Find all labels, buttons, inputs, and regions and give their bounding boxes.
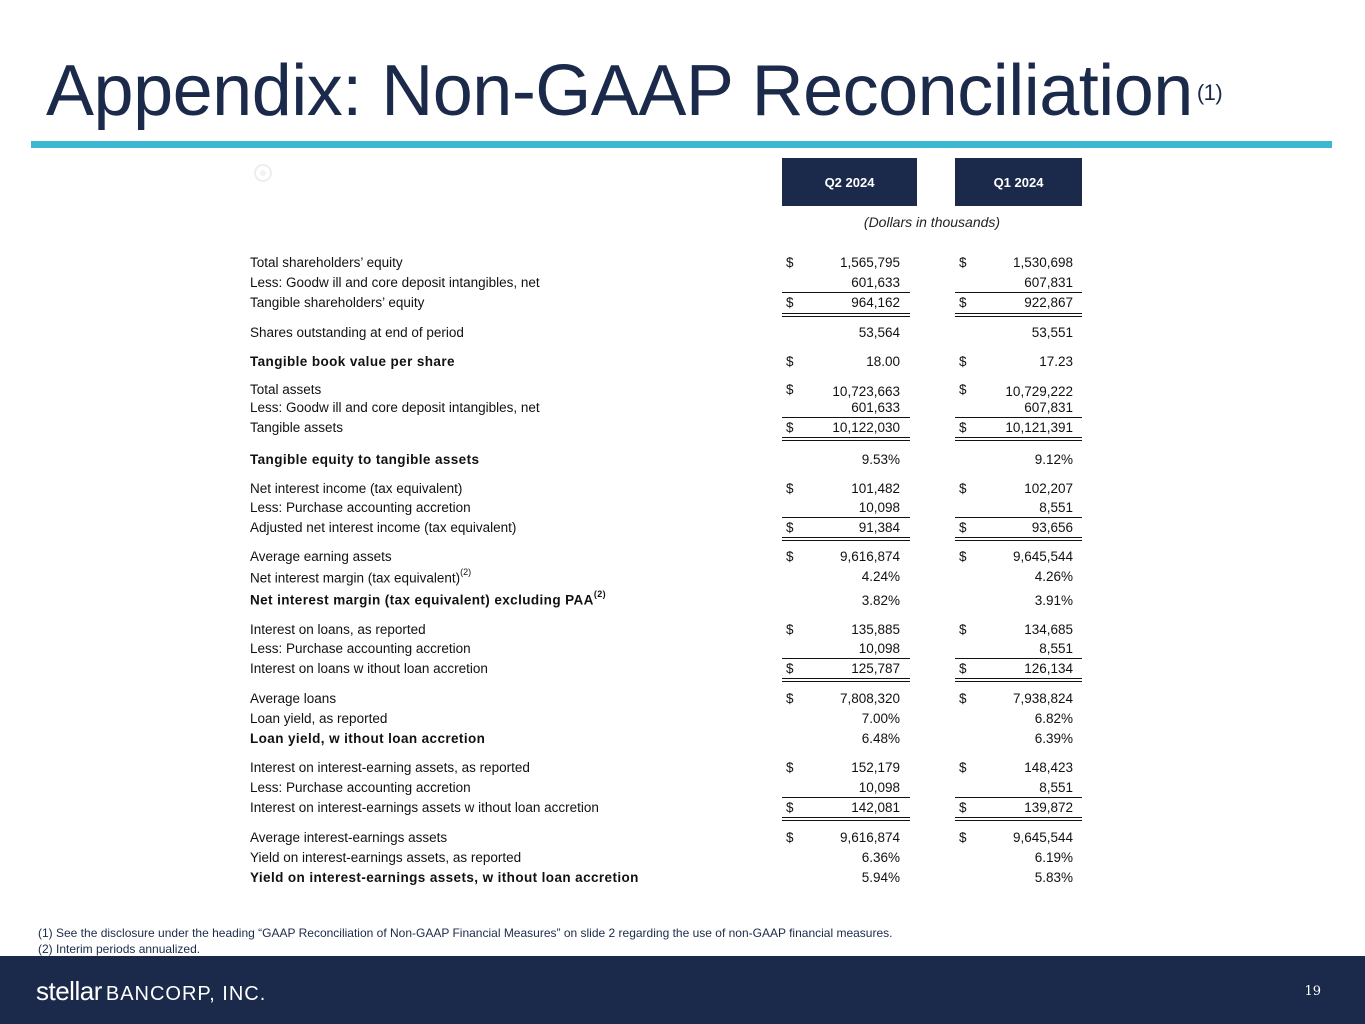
table-row: Adjusted net interest income (tax equivalent) $ 91,384 $ 93,656 bbox=[250, 520, 1073, 535]
total-double-rule bbox=[955, 537, 1082, 541]
footnote-ref: (2) bbox=[460, 567, 472, 577]
company-logo: stellar BANCORP, INC. bbox=[36, 976, 267, 1006]
page-number: 19 bbox=[1304, 984, 1321, 999]
table-row: Less: Purchase accounting accretion 10,098 8,551 bbox=[250, 500, 1073, 515]
total-double-rule bbox=[782, 537, 910, 541]
table-row: Less: Purchase accounting accretion 10,098 8,551 bbox=[250, 780, 1073, 795]
total-double-rule bbox=[782, 313, 910, 317]
footnote-ref: (2) bbox=[593, 589, 607, 599]
total-double-rule bbox=[955, 817, 1082, 821]
title-footnote-ref: (1) bbox=[1196, 80, 1223, 105]
footer-bar bbox=[0, 956, 1365, 1024]
table-row: Less: Goodw ill and core deposit intangibles, net 601,633 607,831 bbox=[250, 275, 1073, 290]
total-double-rule bbox=[955, 437, 1082, 441]
table-row: Loan yield, w ithout loan accretion 6.48% 6.39% bbox=[250, 731, 1073, 746]
total-double-rule bbox=[782, 678, 910, 682]
table-row: Yield on interest-earnings assets, as reported 6.36% 6.19% bbox=[250, 850, 1073, 865]
total-double-rule bbox=[782, 437, 910, 441]
table-row: Tangible book value per share $ 18.00 $ 17.23 bbox=[250, 354, 1073, 369]
table-row: Average interest-earnings assets $ 9,616,874 $ 9,645,544 bbox=[250, 830, 1073, 845]
page-title: Appendix: Non-GAAP Reconciliation $^{(1)}$ bbox=[46, 51, 1223, 131]
table-row: Net interest margin (tax equivalent) excluding PAA$^{(2)}$ 3.82% 3.91% bbox=[250, 589, 1073, 608]
total-double-rule bbox=[955, 678, 1082, 682]
table-row: Average loans $ 7,808,320 $ 7,938,824 bbox=[250, 691, 1073, 706]
footnote-1: (1) See the disclosure under the heading “GAAP Reconciliation of Non-GAAP Financial Measures” on slide 2 regarding the use of non-GAAP financial measures. bbox=[38, 926, 893, 940]
table-row: Less: Purchase accounting accretion 10,098 8,551 bbox=[250, 641, 1073, 656]
column-header-q2-2024: Q2 2024 bbox=[782, 158, 917, 206]
total-double-rule bbox=[955, 313, 1082, 317]
footnotes bbox=[38, 925, 892, 957]
table-row: Net interest margin (tax equivalent)$^{(2)}$ 4.24% 4.26% bbox=[250, 567, 1073, 586]
table-row: Interest on loans, as reported $ 135,885 $ 134,685 bbox=[250, 622, 1073, 637]
table-row: Net interest income (tax equivalent) $ 101,482 $ 102,207 bbox=[250, 481, 1073, 496]
faint-logo-icon bbox=[252, 162, 274, 184]
table-row: Average earning assets $ 9,616,874 $ 9,645,544 bbox=[250, 549, 1073, 564]
table-row: Tangible equity to tangible assets 9.53% 9.12% bbox=[250, 452, 1073, 467]
table-row: Tangible assets $ 10,122,030 $ 10,121,391 bbox=[250, 420, 1073, 435]
table-row: Interest on interest-earnings assets w ithout loan accretion $ 142,081 $ 139,872 bbox=[250, 800, 1073, 815]
table-row: Total shareholders’ equity $ 1,565,795 $ 1,530,698 bbox=[250, 255, 1073, 270]
units-note: (Dollars in thousands) bbox=[863, 214, 1001, 230]
title-divider bbox=[31, 141, 1332, 148]
table-row: Interest on interest-earning assets, as reported $ 152,179 $ 148,423 bbox=[250, 760, 1073, 775]
table-row: Interest on loans w ithout loan accretion $ 125,787 $ 126,134 bbox=[250, 661, 1073, 676]
table-row: Total assets $ 10,723,663 $ 10,729,222 bbox=[250, 382, 1073, 399]
column-header-q1-2024: Q1 2024 bbox=[955, 158, 1082, 206]
table-row: Loan yield, as reported 7.00% 6.82% bbox=[250, 711, 1073, 726]
table-row: Less: Goodw ill and core deposit intangibles, net 601,633 607,831 bbox=[250, 400, 1073, 415]
footnote-2: (2) Interim periods annualized. bbox=[38, 942, 201, 956]
table-row: Yield on interest-earnings assets, w ithout loan accretion 5.94% 5.83% bbox=[250, 870, 1073, 885]
table-row: Tangible shareholders’ equity $ 964,162 $ 922,867 bbox=[250, 295, 1073, 310]
total-double-rule bbox=[782, 817, 910, 821]
table-row: Shares outstanding at end of period 53,564 53,551 bbox=[250, 325, 1073, 340]
